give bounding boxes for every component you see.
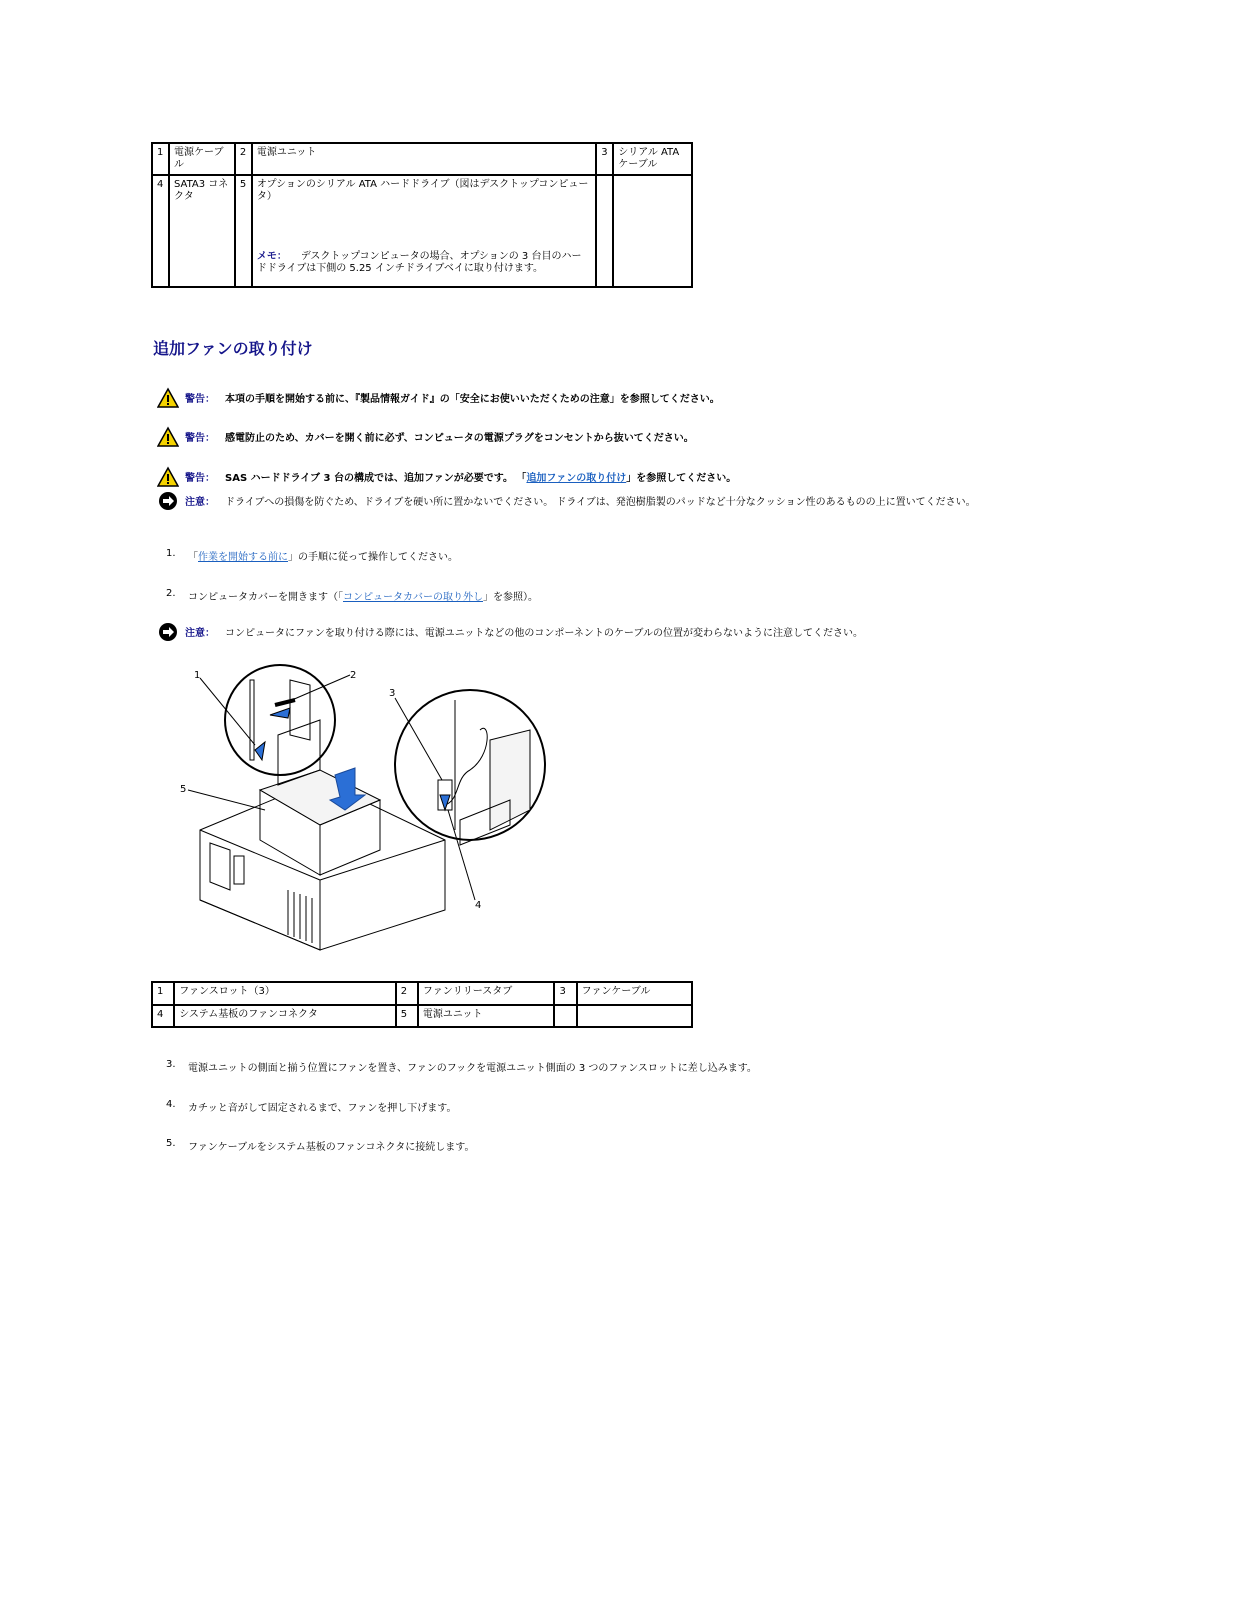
step-number: 3. [166, 1059, 176, 1070]
step-text-before: 「 [188, 552, 198, 563]
warning-2 [157, 429, 694, 451]
notice-1 [157, 493, 976, 512]
warning-text: 感電防止のため、カバーを開く前に必ず、コンピュータの電源プラグをコンセントから抜いてください。 [225, 433, 694, 444]
notice-label: 注意： [185, 497, 215, 508]
warning-text: 本項の手順を開始する前に、『製品情報ガイド』の「安全にお使いいただくための注意」を参照してください。 [225, 394, 720, 405]
step-text-before: コンピュータカバーを開きます（「 [188, 592, 343, 603]
warning-label: 警告： [185, 473, 215, 484]
notice-circle-icon [157, 490, 179, 512]
warning-label: 警告： [185, 433, 215, 444]
warning-1 [157, 390, 720, 412]
warning-triangle-icon [157, 466, 179, 488]
notice-label: 注意： [185, 628, 215, 639]
callout-label: SATA3 コネクタ [169, 175, 235, 287]
notice-circle-icon [157, 621, 179, 643]
callout-table-2 [151, 981, 693, 1028]
step-text: カチッと音がして固定されるまで、ファンを押し下げます。 [188, 1103, 457, 1114]
before-you-begin-link[interactable]: 作業を開始する前に [198, 552, 288, 563]
callout-label: 電源ユニット [418, 1005, 555, 1027]
warning-label: 警告： [185, 394, 215, 405]
callout-label: オプションのシリアル ATA ハードドライブ（図はデスクトップコンピュータ） [256, 179, 589, 202]
fan-installation-illustration [170, 660, 560, 960]
memo [257, 251, 591, 275]
warning-text-after: 」を参照してください。 [626, 473, 737, 484]
callout-table-1 [151, 142, 693, 288]
warning-text [225, 469, 736, 484]
callout-number: 2 [235, 143, 252, 175]
callout-number: 3 [554, 982, 576, 1005]
step-4 [166, 1099, 457, 1114]
callout-number: 5 [396, 1005, 418, 1027]
callout-number: 1 [194, 670, 201, 681]
memo-label: メモ： [256, 251, 287, 262]
callout-number: 2 [396, 982, 418, 1005]
step-number: 2. [166, 588, 176, 599]
callout-label-with-memo [252, 175, 596, 287]
callout-label: ファンスロット（3） [174, 982, 395, 1005]
step-5 [166, 1138, 475, 1153]
callout-number: 3 [389, 688, 396, 699]
callout-label [577, 1005, 692, 1027]
callout-label: 電源ユニット [252, 143, 596, 175]
step-text: ファンケーブルをシステム基板のファンコネクタに接続します。 [188, 1142, 475, 1153]
callout-number: 4 [152, 175, 169, 287]
warning-3 [157, 469, 736, 491]
step-2 [166, 588, 538, 603]
step-text: 電源ユニットの側面と揃う位置にファンを置き、ファンのフックを電源ユニット側面の 3 つのファンスロットに差し込みます。 [188, 1063, 757, 1074]
callout-label: 電源ケーブル [169, 143, 235, 175]
callout-number [596, 175, 613, 287]
step-number: 4. [166, 1099, 176, 1110]
callout-number: 3 [596, 143, 613, 175]
callout-number: 4 [152, 1005, 174, 1027]
callout-label: システム基板のファンコネクタ [174, 1005, 395, 1027]
callout-number: 1 [152, 143, 169, 175]
callout-number: 4 [475, 900, 482, 911]
warning-text-before: SAS ハードドライブ 3 台の構成では、追加ファンが必要です。 「 [225, 473, 527, 484]
remove-cover-link[interactable]: コンピュータカバーの取り外し [343, 592, 483, 603]
callout-number: 5 [235, 175, 252, 287]
step-text [188, 548, 458, 563]
warning-triangle-icon [157, 387, 179, 409]
step-text [188, 588, 538, 603]
callout-label: シリアル ATA ケーブル [613, 143, 692, 175]
notice-2 [157, 624, 863, 643]
add-fan-link[interactable]: 追加ファンの取り付け [526, 473, 627, 484]
callout-label [613, 175, 692, 287]
warning-triangle-icon [157, 426, 179, 448]
callout-number: 5 [180, 784, 187, 795]
callout-number: 2 [350, 670, 357, 681]
step-3 [166, 1059, 757, 1074]
step-text-after: 」の手順に従って操作してください。 [288, 552, 458, 563]
notice-text: ドライブへの損傷を防ぐため、ドライブを硬い所に置かないでください。 ドライブは、発泡樹脂製のパッドなど十分なクッション性のあるものの上に置いてください。 [225, 497, 976, 508]
section-title: 追加ファンの取り付け [153, 339, 313, 358]
step-number: 1. [166, 548, 176, 559]
notice-text: コンピュータにファンを取り付ける際には、電源ユニットなどの他のコンポーネントのケーブルの位置が変わらないように注意してください。 [225, 628, 863, 639]
callout-number: 1 [152, 982, 174, 1005]
callout-label: ファンケーブル [577, 982, 692, 1005]
step-1 [166, 548, 458, 563]
callout-number [554, 1005, 576, 1027]
callout-label: ファンリリースタブ [418, 982, 555, 1005]
memo-text: デスクトップコンピュータの場合、オプションの 3 台目のハードドライブは下側の 5.25 インチドライブベイに取り付けます。 [256, 251, 582, 274]
step-number: 5. [166, 1138, 176, 1149]
step-text-after: 」を参照）。 [483, 592, 538, 603]
